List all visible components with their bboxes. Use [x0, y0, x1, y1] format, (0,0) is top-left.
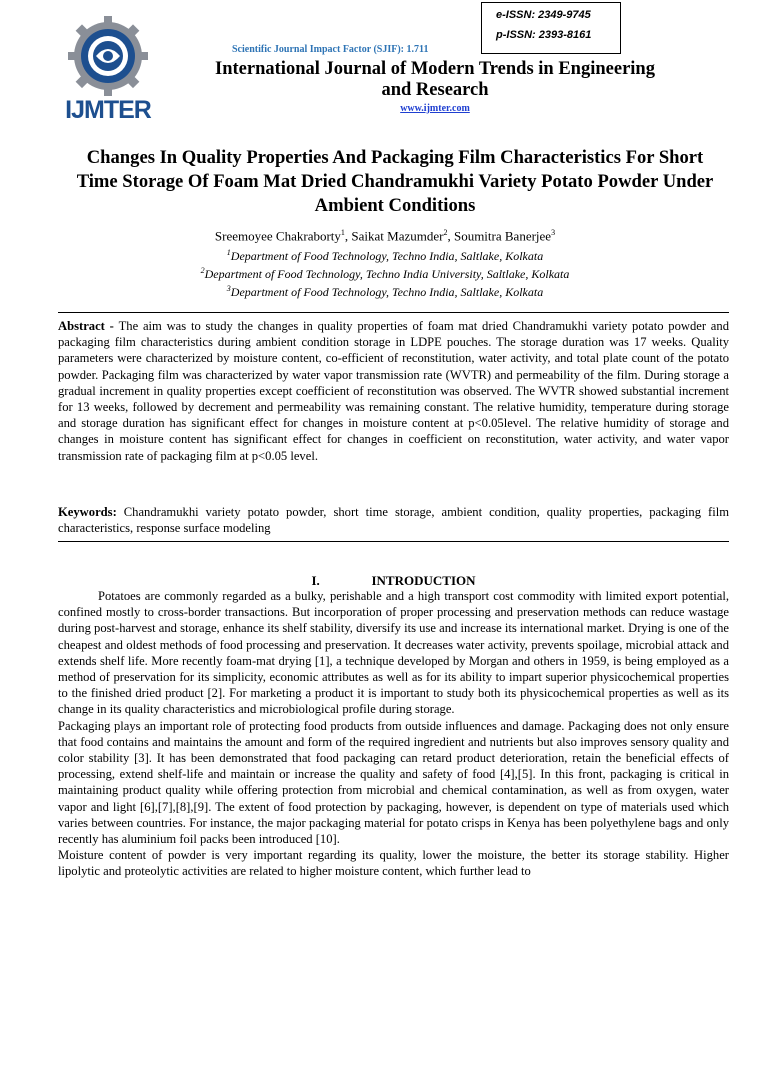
journal-url-link[interactable]: www.ijmter.com [400, 103, 470, 114]
author-1-sup: 1 [340, 228, 345, 237]
abstract-text: The aim was to study the changes in quality properties of foam mat dried Chandramukhi variety potato powder and packaging film characteristics during ambient condition storage in LDPE pouches. The storage duration was 17 weeks. Quality parameters were characterized by moisture content, co-efficient of reconstitution, water activity, and total plate count of the potato powder. Packaging film was characterized by water vapor transmission rate (WVTR) and permeability of the film. During storage a gradual increment in quality properties except coefficient of reconstitution was observed. The WVTR showed substantial increment for 13 weeks, followed by decrement and permeability was remaining constant. The relative humidity, temperature during storage and storage duration has significant effect for changes in moisture content at p<0.05level. The relative humidity of storage and changes in moisture content has significant effect for changes in coefficient on reconstitution, water activity, and water vapor transmission rate of packaging film at p<0.05 level. [58, 319, 729, 463]
gear-icon [68, 16, 148, 96]
author-2-sup: 2 [443, 228, 448, 237]
body-text [58, 588, 729, 880]
paragraph-2: Packaging plays an important role of protecting food products from outside influences and damage. Packaging does not only ensure that food contains and maintains the amount and form of the required ingredient and nutrients but also improves sensory quality and color stability [3]. It has been demonstrated that food packaging can retard product deterioration, retain the beneficial effects of processing, extend shelf-life and maintain or increase the quality and safety of food [4],[5]. In this front, packaging is critical in maintaining product quality while offering protection from microbial and chemical contamination, as well as from oxygen, water vapor and light [6],[7],[8],[9]. The extent of food protection by packaging, however, is dependent on type of materials used which varies between countries. For instance, the major packaging material for potato crisps in Kenya has been polyethylene bags and only recently has aluminium foil packs been introduced [10]. [58, 718, 729, 847]
affiliation-3-sup: 3 [226, 284, 231, 293]
affiliation-3-text: Department of Food Technology, Techno India, Saltlake, Kolkata [230, 285, 544, 299]
paragraph-1: Potatoes are commonly regarded as a bulky, perishable and a high transport cost commodity with limited export potential, confined mostly to cross-border transactions. But incorporation of proper processing and preservation methods can reduce wastage during post-harvest and storage, enhance its shelf stability, diversify its use and increase its international market. Drying is one of the cheapest and oldest methods of food processing and preservation. It decreases water activity, prevents spoilage, microbial attack and extends shelf life. More recently foam-mat drying [1], a technique developed by Morgan and others in 1959, is being employed as a method of preservation for its simplicity, economic attributes as well as for its ability to impart superior physicochemical properties to the finished dried product [2]. For marketing a product it is important to study both its physicochemical properties as well as its change in its quality characteristics and microbiological profile during storage. [58, 589, 729, 717]
section-number: I. [311, 573, 320, 588]
logo-text: IJMTER [65, 96, 151, 124]
affiliation-1-sup: 1 [226, 248, 231, 257]
author-separator: , [344, 228, 352, 244]
author-1: Sreemoyee Chakraborty [214, 228, 341, 244]
affiliation-2-text: Department of Food Technology, Techno India University, Saltlake, Kolkata [204, 267, 570, 281]
author-separator: , [447, 228, 454, 244]
paper-title [40, 146, 750, 218]
divider-bottom [58, 541, 729, 542]
author-list [60, 228, 710, 244]
issn-box [481, 2, 621, 54]
affiliation-2 [60, 266, 710, 282]
paragraph-3: Moisture content of powder is very important regarding its quality, lower the moisture, the better its storage stability. Higher lipolytic and proteolytic activities are related to higher moisture content, which further lead to [58, 848, 729, 879]
affiliation-3 [60, 284, 710, 300]
divider-top [58, 312, 729, 313]
journal-title-line2: and Research [381, 80, 489, 100]
keywords-text: Chandramukhi variety potato powder, short time storage, ambient condition, quality properties, packaging film characteristics, response surface modeling [58, 505, 729, 536]
ijmter-logo [58, 14, 158, 124]
keywords-label: Keywords: [58, 505, 124, 519]
paper-title-line3: Ambient Conditions [314, 195, 476, 216]
paper-title-line1: Changes In Quality Properties And Packaging Film Characteristics For Short [86, 147, 704, 168]
keywords [58, 504, 729, 536]
affiliation-2-sup: 2 [200, 266, 205, 275]
impact-factor: Scientific Journal Impact Factor (SJIF): 1.711 [232, 44, 429, 55]
abstract [58, 318, 729, 464]
author-3: Soumitra Banerjee [453, 228, 552, 244]
section-title: INTRODUCTION [371, 573, 476, 588]
e-issn: e-ISSN: 2349-9745 [496, 9, 591, 21]
journal-title-line1: International Journal of Modern Trends in Engineering [215, 59, 655, 79]
paper-title-line2: Time Storage Of Foam Mat Dried Chandramukhi Variety Potato Powder Under [76, 171, 714, 192]
affiliation-1 [60, 248, 710, 264]
section-heading-introduction [58, 573, 729, 589]
journal-title [160, 59, 710, 101]
author-2: Saikat Mazumder [351, 228, 444, 244]
affiliation-1-text: Department of Food Technology, Techno India, Saltlake, Kolkata [230, 249, 544, 263]
abstract-label: Abstract - [58, 319, 119, 333]
p-issn: p-ISSN: 2393-8161 [496, 29, 592, 41]
author-3-sup: 3 [551, 228, 556, 237]
